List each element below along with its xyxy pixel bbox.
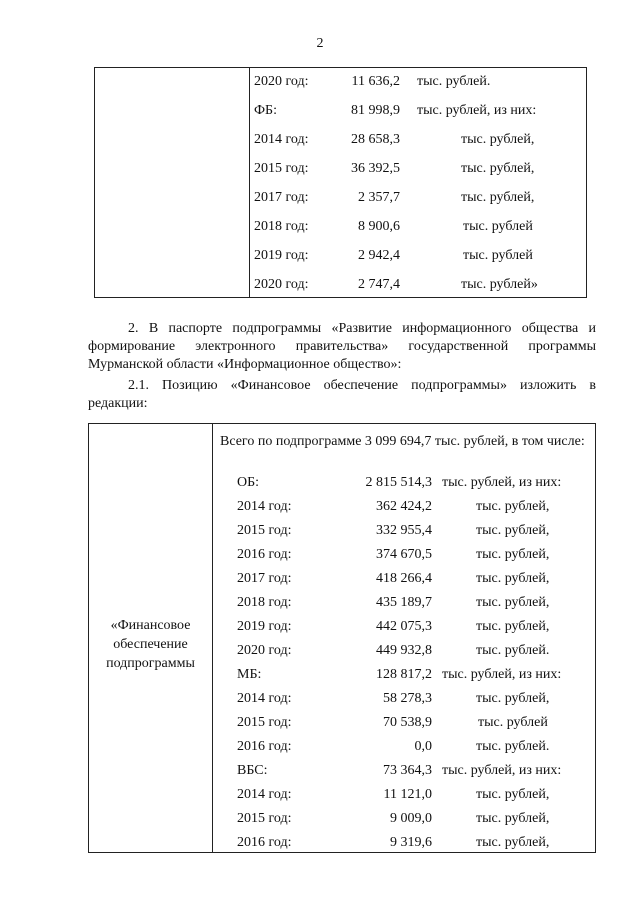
unit-label: тыс. рублей xyxy=(463,248,533,263)
unit-label: тыс. рублей. xyxy=(417,74,491,89)
unit-label: тыс. рублей, xyxy=(476,499,550,514)
unit-label: тыс. рублей xyxy=(478,715,548,730)
table-row xyxy=(95,130,586,150)
source-label: ВБС: xyxy=(237,763,268,778)
amount-value: 73 364,3 xyxy=(383,763,432,778)
table-row xyxy=(89,689,595,709)
amount-value: 2 815 514,3 xyxy=(365,475,432,490)
unit-label: тыс. рублей, из них: xyxy=(442,763,562,778)
amount-value: 70 538,9 xyxy=(383,715,432,730)
year-label: 2016 год: xyxy=(237,547,292,562)
table-row xyxy=(95,188,586,208)
amount-value: 332 955,4 xyxy=(376,523,432,538)
year-label: 2014 год: xyxy=(237,691,292,706)
table-row xyxy=(95,246,586,266)
amount-value: 11 121,0 xyxy=(383,787,432,802)
table-row xyxy=(95,275,586,295)
amount-value: 418 266,4 xyxy=(376,571,432,586)
year-label: 2018 год: xyxy=(254,219,309,234)
table-row xyxy=(89,809,595,829)
amount-value: 442 075,3 xyxy=(376,619,432,634)
amount-value: 2 357,7 xyxy=(358,190,400,205)
year-label: 2015 год: xyxy=(237,811,292,826)
unit-label: тыс. рублей. xyxy=(476,739,550,754)
amount-value: 9 319,6 xyxy=(390,835,432,850)
table-row xyxy=(89,593,595,613)
year-label: 2018 год: xyxy=(237,595,292,610)
table-row xyxy=(89,665,595,685)
table-row xyxy=(89,785,595,805)
table-row xyxy=(89,521,595,541)
unit-label: тыс. рублей, из них: xyxy=(442,475,562,490)
table-row xyxy=(89,545,595,565)
amount-value: 374 670,5 xyxy=(376,547,432,562)
year-label: 2015 год: xyxy=(237,715,292,730)
amount-value: 435 189,7 xyxy=(376,595,432,610)
unit-label: тыс. рублей, xyxy=(476,571,550,586)
table-row xyxy=(95,72,586,92)
table-row xyxy=(89,641,595,661)
amount-value: 11 636,2 xyxy=(351,74,400,89)
unit-label: тыс. рублей, xyxy=(476,547,550,562)
table-row xyxy=(89,761,595,781)
year-label: 2016 год: xyxy=(237,835,292,850)
amount-value: 58 278,3 xyxy=(383,691,432,706)
amount-value: 449 932,8 xyxy=(376,643,432,658)
unit-label: тыс. рублей, xyxy=(476,523,550,538)
year-label: 2020 год: xyxy=(237,643,292,658)
funding-table xyxy=(88,423,596,853)
amount-value: 0,0 xyxy=(414,739,432,754)
year-label: 2019 год: xyxy=(237,619,292,634)
position-label: «Финансовое обеспечение подпрограммы xyxy=(106,618,195,671)
page-number: 2 xyxy=(316,36,324,51)
year-label: 2019 год: xyxy=(254,248,309,263)
year-label: 2014 год: xyxy=(237,499,292,514)
unit-label: тыс. рублей xyxy=(463,219,533,234)
unit-label: тыс. рублей, xyxy=(461,132,535,147)
unit-label: тыс. рублей, из них: xyxy=(417,103,537,118)
table-row xyxy=(95,159,586,179)
unit-label: тыс. рублей, xyxy=(461,190,535,205)
unit-label: тыс. рублей, xyxy=(476,691,550,706)
unit-label: тыс. рублей. xyxy=(476,643,550,658)
table-row xyxy=(89,617,595,637)
year-label: 2014 год: xyxy=(254,132,309,147)
amount-value: 128 817,2 xyxy=(376,667,432,682)
year-label: 2020 год: xyxy=(254,277,309,292)
amount-value: 9 009,0 xyxy=(390,811,432,826)
unit-label: тыс. рублей, xyxy=(461,161,535,176)
amendment-paragraph: 2. В паспорте подпрограммы «Развитие информационного общества и формирование электронного правительства» государственной программы Мурманской области «Информационное общество»: xyxy=(88,321,596,372)
table-row xyxy=(89,569,595,589)
source-label: ФБ: xyxy=(254,103,277,118)
unit-label: тыс. рублей» xyxy=(461,277,538,292)
year-label: 2015 год: xyxy=(237,523,292,538)
table-row xyxy=(89,713,595,733)
table-row xyxy=(95,101,586,121)
year-label: 2015 год: xyxy=(254,161,309,176)
unit-label: тыс. рублей, из них: xyxy=(442,667,562,682)
year-label: 2014 год: xyxy=(237,787,292,802)
amount-value: 2 942,4 xyxy=(358,248,400,263)
amount-value: 81 998,9 xyxy=(351,103,400,118)
unit-label: тыс. рублей, xyxy=(476,595,550,610)
amount-value: 362 424,2 xyxy=(376,499,432,514)
source-label: ОБ: xyxy=(237,475,260,490)
table-row xyxy=(95,217,586,237)
unit-label: тыс. рублей, xyxy=(476,787,550,802)
amendment-subparagraph: 2.1. Позицию «Финансовое обеспечение подпрограммы» изложить в редакции: xyxy=(88,378,596,411)
amount-value: 8 900,6 xyxy=(358,219,400,234)
year-label: 2016 год: xyxy=(237,739,292,754)
amount-value: 2 747,4 xyxy=(358,277,400,292)
year-label: 2017 год: xyxy=(254,190,309,205)
year-label: 2020 год: xyxy=(254,74,309,89)
source-label: МБ: xyxy=(237,667,262,682)
amount-value: 36 392,5 xyxy=(351,161,400,176)
amount-value: 28 658,3 xyxy=(351,132,400,147)
funding-table-continued xyxy=(94,67,587,298)
table-row xyxy=(89,737,595,757)
table-row xyxy=(89,497,595,517)
year-label: 2017 год: xyxy=(237,571,292,586)
unit-label: тыс. рублей, xyxy=(476,619,550,634)
table-row xyxy=(89,833,595,853)
unit-label: тыс. рублей, xyxy=(476,811,550,826)
unit-label: тыс. рублей, xyxy=(476,835,550,850)
table-row xyxy=(89,473,595,493)
total-funding-text: Всего по подпрограмме 3 099 694,7 тыс. рублей, в том числе: xyxy=(220,434,585,449)
